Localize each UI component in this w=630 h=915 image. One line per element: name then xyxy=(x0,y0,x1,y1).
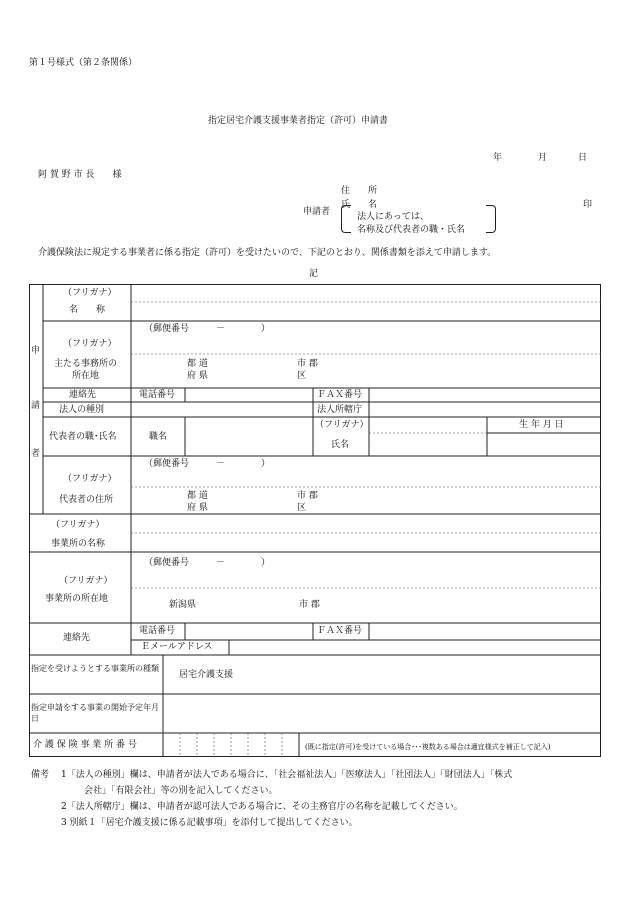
seal-mark: 印 xyxy=(583,200,593,210)
statement: 介護保険法に規定する事業者に係る指定（許可）を受けたいので、下記のとおり、関係書類を添えて申請します。 xyxy=(38,248,497,258)
office-tel-label: 電話番号 xyxy=(139,626,176,636)
rep-ku: 区 xyxy=(297,503,307,513)
date-day: 日 xyxy=(578,153,588,163)
contact-label: 連絡先 xyxy=(69,390,97,400)
office-name-furigana: （フリガナ） xyxy=(51,520,105,530)
corp-office-label: 法人所轄庁 xyxy=(317,405,363,415)
fax-label: ＦＡＸ番号 xyxy=(317,390,363,400)
bracket-left xyxy=(341,205,351,233)
office-name-label: 事業所の名称 xyxy=(51,539,106,549)
ki-mark: 記 xyxy=(309,269,319,279)
date-year: 年 xyxy=(493,153,503,163)
shimei-label: 氏名 xyxy=(331,440,350,450)
niigata-label: 新潟県 xyxy=(169,600,197,610)
office-shigun-label: 市 郡 xyxy=(299,600,320,610)
rep-todo: 都 道 xyxy=(187,491,208,501)
office-location-label: 事業所の所在地 xyxy=(45,594,109,604)
applicant-name-row-label: 名 称 xyxy=(69,305,106,315)
ku-label: 区 xyxy=(297,371,307,381)
notes-label: 備考 xyxy=(31,770,50,780)
office-fax-label: ＦＡＸ番号 xyxy=(317,626,363,636)
note-1a: 1「法人の種別」欄は、申請者が法人である場合に、「社会福祉法人」「医療法人」「社団法人」「財団法人」「株式 xyxy=(61,770,513,780)
office-number-label: 介 護 保 険 事 業 所 番 号 xyxy=(33,740,137,750)
tel-label: 電話番号 xyxy=(139,390,176,400)
service-type-label: 指定を受けようとする事業所の種類 xyxy=(31,664,159,673)
applicant-address-label: 住 所 xyxy=(341,186,378,196)
date-month: 月 xyxy=(538,153,548,163)
applicant-furigana-label: （フリガナ） xyxy=(63,288,117,298)
corp-note-1: 法人にあっては、 xyxy=(357,212,429,222)
main-office-label: 主たる事務所の xyxy=(54,359,118,369)
rep-postal: （郵便番号 － ） xyxy=(144,459,271,469)
form-number: 第１号様式（第２条関係） xyxy=(29,58,138,68)
rep-address-furigana: （フリガナ） xyxy=(63,474,117,484)
applicant-vertical-1: 申 xyxy=(31,346,41,356)
applicant-vertical-3: 者 xyxy=(31,449,41,459)
table-lines xyxy=(29,284,601,757)
shokumei-label: 職名 xyxy=(149,432,168,442)
rep-furigana-label: （フリガナ） xyxy=(315,420,369,430)
rep-address-label: 代表者の住所 xyxy=(59,495,114,505)
birth-label: 生 年 月 日 xyxy=(519,420,564,430)
main-office-label-2: 所在地 xyxy=(72,371,100,381)
email-label: Ｅメールアドレス xyxy=(141,642,213,652)
applicant-name-label: 氏 名 xyxy=(341,200,378,210)
addressee: 阿 賀 野 市 長 様 xyxy=(38,170,122,180)
applicant-vertical-2: 請 xyxy=(31,401,41,411)
rep-fuken: 府 県 xyxy=(187,503,208,513)
application-table xyxy=(29,284,601,757)
fuken-label: 府 県 xyxy=(187,371,208,381)
bracket-right xyxy=(486,205,496,233)
rep-shigun: 市 郡 xyxy=(297,491,318,501)
note-1b: 会社」「有限会社」等の別を記入してください。 xyxy=(84,786,278,796)
applicant-label: 申請者 xyxy=(303,207,331,217)
page-title: 指定居宅介護支援事業者指定（許可）申請書 xyxy=(208,116,389,126)
service-type-value: 居宅介護支援 xyxy=(179,670,234,680)
office-contact-label: 連絡先 xyxy=(63,633,91,643)
main-office-furigana: （フリガナ） xyxy=(63,339,117,349)
corp-type-label: 法人の種別 xyxy=(59,405,105,415)
office-number-note: (既に指定(許可)を受けている場合･･･複数ある場合は適宜様式を補正して記入) xyxy=(305,743,551,751)
applicant-postal: （郵便番号 － ） xyxy=(144,324,271,334)
todo-label: 都 道 xyxy=(187,359,208,369)
note-2: 2「法人所轄庁」欄は、申請者が認可法人である場合に、その主務官庁の名称を記載してください。 xyxy=(61,802,463,812)
corp-note-2: 名称及び代表者の職・氏名 xyxy=(357,225,466,235)
office-location-furigana: （フリガナ） xyxy=(59,576,113,586)
note-3: 3 別紙１「居宅介護支援に係る記載事項」を添付して提出してください。 xyxy=(61,818,358,828)
office-postal: （郵便番号 － ） xyxy=(144,558,271,568)
rep-title-name-label: 代表者の職･氏名 xyxy=(49,432,117,442)
shigun-label: 市 郡 xyxy=(297,359,318,369)
start-date-label: 指定申請をする事業の開始予定年月日 xyxy=(31,703,159,723)
